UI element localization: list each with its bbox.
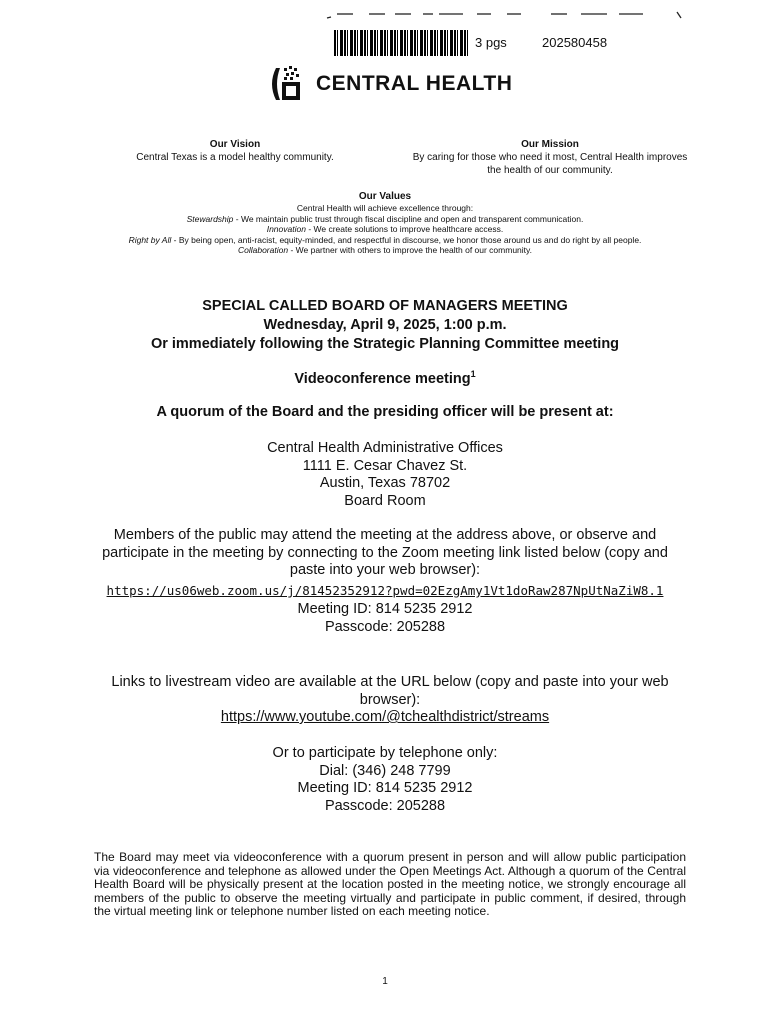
meeting-type (0, 369, 770, 387)
value-desc: - We create solutions to improve healthcare access. (305, 224, 504, 234)
value-term: Innovation (266, 224, 306, 234)
scan-dashes (325, 8, 685, 22)
value-item (20, 245, 750, 256)
barcode (334, 30, 470, 56)
page-count: 3 pgs (475, 35, 507, 50)
value-term: Collaboration (237, 245, 289, 255)
vision-text: Central Texas is a model healthy community. (136, 152, 334, 163)
meeting-type-text: Videoconference meeting (294, 370, 471, 387)
values-heading: Our Values (358, 191, 412, 202)
phone-dial: Dial: (346) 248 7799 (319, 762, 451, 779)
zoom-meeting-id: Meeting ID: 814 5235 2912 (297, 601, 473, 617)
mission-block (410, 138, 690, 177)
values-intro: Central Health will achieve excellence through: (296, 203, 474, 213)
zoom-meeting-link[interactable]: https://us06web.zoom.us/j/81452352912?pwd=02EzgAmy1Vt1doRaw287NpUtNaZiW8.1 (106, 583, 664, 598)
address-line: Austin, Texas 78702 (319, 475, 451, 491)
value-desc: - We maintain public trust through fiscal discipline and open and transparent communication. (233, 213, 584, 224)
meeting-datetime: Wednesday, April 9, 2025, 1:00 p.m. (263, 317, 507, 333)
vision-block (100, 138, 370, 164)
quorum-statement: A quorum of the Board and the presiding officer will be present at: (156, 404, 614, 420)
value-term: Right by All (128, 234, 172, 245)
value-desc: - By being open, anti-racist, equity-minded, and respectful in discourse, we honor those around us and do right by all people. (171, 234, 642, 245)
value-term: Stewardship (186, 213, 234, 224)
meeting-title: SPECIAL CALLED BOARD OF MANAGERS MEETING (202, 298, 568, 314)
livestream-link[interactable]: https://www.youtube.com/@tchealthdistrict/streams (220, 709, 550, 725)
zoom-instructions: Members of the public may attend the meeting at the address above, or observe and participate in the meeting by connecting to the Zoom meeting link listed below (copy and paste into your web browser): (102, 527, 668, 578)
organization-name: CENTRAL HEALTH (316, 72, 513, 95)
mission-text: By caring for those who need it most, Central Health improves the health of our community. (412, 152, 688, 176)
page-number: 1 (382, 976, 388, 987)
vision-heading: Our Vision (209, 139, 261, 150)
meeting-alternate-time: Or immediately following the Strategic Planning Committee meeting (150, 336, 620, 352)
value-item (20, 224, 750, 235)
address-line: 1111 E. Cesar Chavez St. (302, 457, 468, 474)
phone-intro: Or to participate by telephone only: (272, 745, 498, 761)
values-block (20, 191, 750, 256)
meeting-address (0, 440, 770, 510)
livestream-instructions: Links to livestream video are available at the URL below (copy and paste into your web browser): (111, 674, 669, 708)
phone-passcode: Passcode: 205288 (324, 797, 446, 814)
value-desc: - We partner with others to improve the health of our community. (288, 245, 533, 255)
document-number: 202580458 (542, 35, 608, 50)
telephone-details (0, 745, 770, 815)
address-line: Board Room (344, 492, 426, 509)
open-meetings-notice: The Board may meet via videoconference with a quorum present in person and will allow public participation via videoconference and telephone as allowed under the Open Meetings Act. Although a quorum of the Central Health Board will be physically present at the location posted in the meeting notice, we strongly encourage all members of the public to observe the meeting virtually and participate in public comment, if desired, through the virtual meeting link or telephone number listed on each meeting notice. (94, 850, 686, 918)
footnote-mark: 1 (470, 369, 476, 379)
zoom-details (0, 601, 770, 636)
meeting-title-block (60, 297, 710, 354)
address-line: Central Health Administrative Offices (267, 440, 503, 456)
central-health-logo-icon (266, 64, 310, 104)
value-item (20, 235, 750, 246)
zoom-passcode: Passcode: 205288 (324, 618, 446, 635)
phone-meeting-id: Meeting ID: 814 5235 2912 (297, 780, 473, 796)
mission-heading: Our Mission (521, 139, 579, 150)
value-item (20, 214, 750, 225)
